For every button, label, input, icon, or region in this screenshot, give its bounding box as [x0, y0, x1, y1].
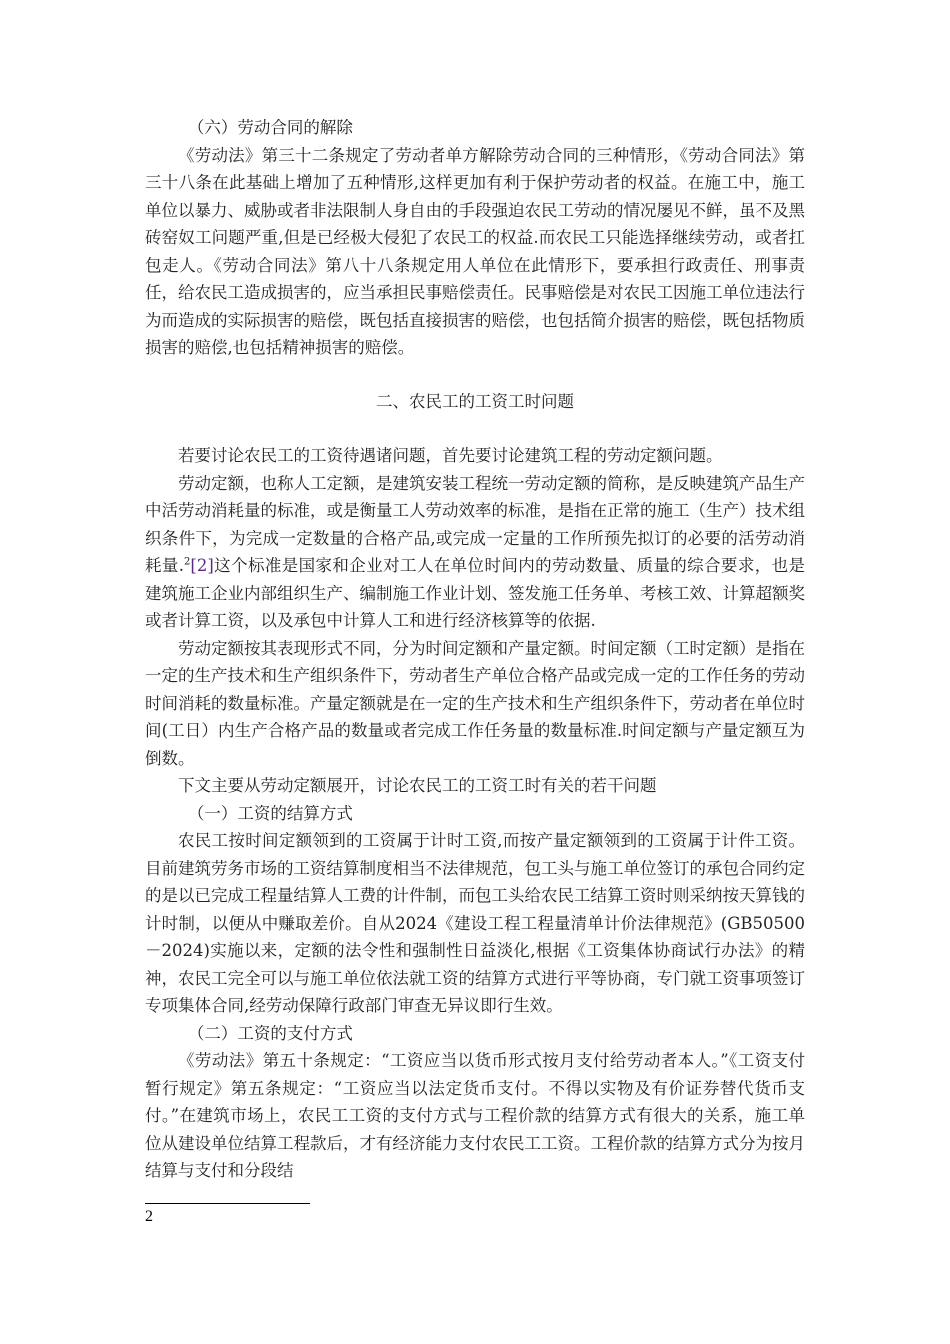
paragraph-quota-forms: 劳动定额按其表现形式不同，分为时间定额和产量定额。时间定额（工时定额）是指在一定的生产技术和生产组织条件下，劳动者生产单位合格产品或完成一定的工作任务的劳动时间消耗的数量标准。产量定额就是在一定的生产技术和生产组织条件下，劳动者在单位时间(工日）内生产合格产品的数量或者完成工作任务量的数量标准.时间定额与产量定额互为倒数。	[145, 638, 805, 768]
paragraph-contract-termination: 《劳动法》第三十二条规定了劳动者单方解除劳动合同的三种情形，《劳动合同法》第三十八条在此基础上增加了五种情形,这样更加有利于保护劳动者的权益。在施工中，施工单位以暴力、威胁或者非法限制人身自由的手段强迫农民工劳动的情况屡见不鲜，虽不及黑砖窑奴工问题严重,但是已经极大侵犯了农民工的权益.而农民工只能选择继续劳动，或者扛包走人。《劳动合同法》第八十八条规定用人单位在此情形下，要承担行政责任、刑事责任，给农民工造成损害的，应当承担民事赔偿责任。民事赔偿是对农民工因施工单位违法行为而造成的实际损害的赔偿，既包括直接损害的赔偿，也包括简介损害的赔偿，既包括物质损害的赔偿,也包括精神损害的赔偿。	[145, 145, 805, 357]
paragraph-settlement: 农民工按时间定额领到的工资属于计时工资,而按产量定额领到的工资属于计件工资。目前建筑劳务市场的工资结算制度相当不法律规范，包工头与施工单位签订的承包合同约定的是以已完成工程量结算人工费的计件制，而包工头给农民工结算工资时则采纳按天算钱的计时制，以便从中赚取差价。自从2024《建设工程工程量清单计价法律规范》(GB50500－2024)实施以来，定额的法令性和强制性日益淡化,根据《工资集体协商试行办法》的精神，农民工完全可以与施工单位依法就工资的结算方式进行平等协商，专门就工资事项签订专项集体合同,经劳动保障行政部门审查无异议即行生效。	[145, 831, 805, 1015]
body-text	[145, 114, 805, 1185]
paragraph-labor-quota-part-b: 这个标准是国家和企业对工人在单位时间内的劳动数量、质量的综合要求，也是建筑施工企业内部组织生产、编制施工作业计划、签发施工任务单、考核工效、计算超额奖或者计算工资，以及承包中计算人工和进行经济核算等的依据.	[145, 556, 805, 630]
footnote-mark[interactable]: 2	[184, 556, 191, 568]
footnote-separator	[145, 1203, 310, 1204]
paragraph-payment: 《劳动法》第五十条规定：“工资应当以货币形式按月支付给劳动者本人。”《工资支付暂行规定》第五条规定：“工资应当以法定货币支付。不得以实物及有价证券替代货币支付。”在建筑市场上，农民工工资的支付方式与工程价款的结算方式有很大的关系，施工单位从建设单位结算工程款后，才有经济能力支付农民工工资。工程价款的结算方式分为按月结算与支付和分段结	[145, 1051, 805, 1180]
sub-one-title: （一）工资的结算方式	[187, 803, 353, 823]
chapter-two-heading: 二、农民工的工资工时问题	[376, 391, 574, 411]
paragraph-labor-quota	[145, 470, 805, 635]
paragraph-labor-quota-part-a: 劳动定额，也称人工定额，是建筑安装工程统一劳动定额的简称，是反映建筑产品生产中活劳动消耗量的标准，或是衡量工人劳动效率的标准，是指在正常的施工（生产）技术组织条件下，为完成一定数量的合格产品,或完成一定量的工作所预先拟订的必要的活劳动消耗量.	[145, 473, 805, 575]
paragraph-intro: 若要讨论农民工的工资待遇诸问题，首先要讨论建筑工程的劳动定额问题。	[178, 446, 723, 465]
section-six-title: （六）劳动合同的解除	[187, 118, 353, 137]
citation-link[interactable]: [2]	[190, 556, 214, 575]
footnote-number: 2	[145, 1208, 153, 1225]
paragraph-following: 下文主要从劳动定额展开，讨论农民工的工资工时有关的若干问题	[178, 776, 657, 795]
sub-two-title: （二）工资的支付方式	[187, 1023, 353, 1043]
